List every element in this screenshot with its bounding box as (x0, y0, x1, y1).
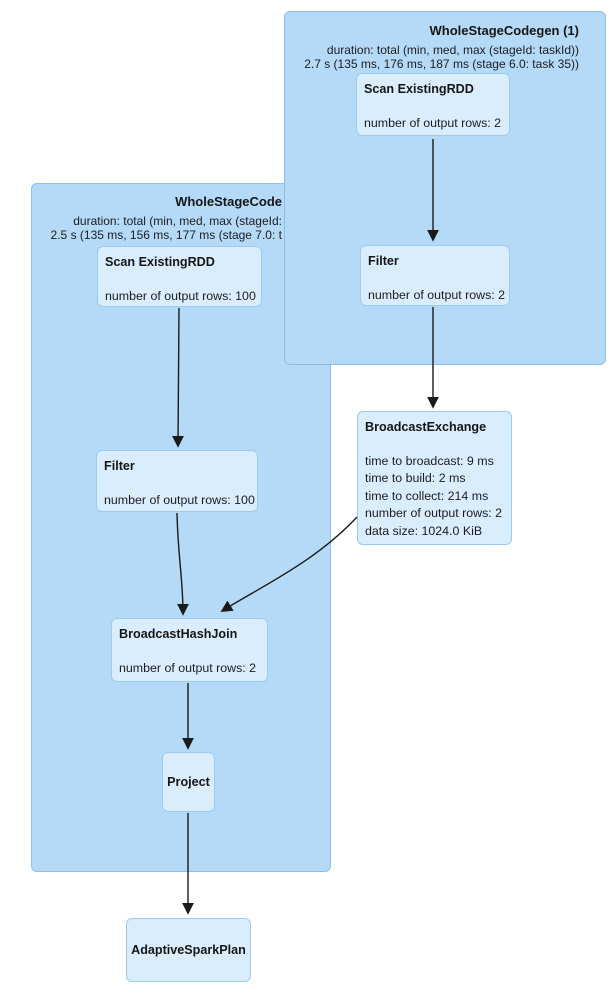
cluster-2-header (51, 194, 282, 242)
node-adaptive-spark-plan[interactable] (126, 918, 251, 982)
cluster-1-duration (304, 44, 579, 71)
node-broadcast-exchange-metric-rows: number of output rows: 2 (365, 506, 503, 521)
cluster-2-duration-label: duration: total (min, med, max (stageId: (73, 214, 282, 228)
node-project-title: Project (167, 775, 210, 789)
node-scan-existingrdd-1[interactable] (356, 73, 510, 136)
node-broadcast-hash-join-metric: number of output rows: 2 (119, 661, 257, 675)
node-broadcast-hash-join[interactable] (111, 618, 268, 682)
cluster-1-duration-value: 2.7 s (135 ms, 176 ms, 187 ms (stage 6.0: task 35)) (304, 56, 579, 71)
node-broadcast-hash-join-title: BroadcastHashJoin (119, 627, 238, 641)
cluster-2-duration-value: 2.5 s (135 ms, 156 ms, 177 ms (stage 7.0: t (50, 227, 282, 242)
cluster-1-title: WholeStageCodegen (1) (429, 23, 579, 38)
cluster-1-duration-label: duration: total (min, med, max (stageId: taskId)) (326, 43, 579, 57)
node-filter-1-title: Filter (368, 254, 399, 268)
node-scan-existingrdd-2-title: Scan ExistingRDD (105, 255, 215, 269)
node-broadcast-exchange-title: BroadcastExchange (365, 420, 487, 434)
node-scan-existingrdd-2[interactable] (97, 246, 262, 307)
node-filter-1-metric: number of output rows: 2 (368, 288, 506, 302)
node-scan-existingrdd-1-metric: number of output rows: 2 (364, 116, 502, 130)
node-filter-2-title: Filter (104, 459, 135, 473)
cluster-2-title: WholeStageCode (175, 194, 282, 209)
node-filter-1[interactable] (360, 245, 510, 306)
cluster-2-duration (51, 215, 282, 242)
node-broadcast-exchange[interactable] (357, 411, 512, 545)
node-filter-2-metric: number of output rows: 100 (104, 493, 255, 507)
node-broadcast-exchange-metric-build: time to build: 2 ms (365, 471, 466, 486)
cluster-1-header (304, 23, 579, 71)
node-broadcast-exchange-metric-size: data size: 1024.0 KiB (365, 523, 483, 538)
node-adaptive-spark-plan-title: AdaptiveSparkPlan (131, 943, 246, 957)
node-scan-existingrdd-1-title: Scan ExistingRDD (364, 82, 474, 96)
node-broadcast-exchange-metric-broadcast: time to broadcast: 9 ms (365, 454, 494, 468)
node-scan-existingrdd-2-metric: number of output rows: 100 (105, 289, 256, 303)
node-broadcast-exchange-metric-collect: time to collect: 214 ms (365, 488, 489, 503)
cluster-wholestagecodegen-1 (284, 11, 606, 365)
node-filter-2[interactable] (96, 450, 258, 512)
node-project[interactable] (162, 752, 215, 812)
